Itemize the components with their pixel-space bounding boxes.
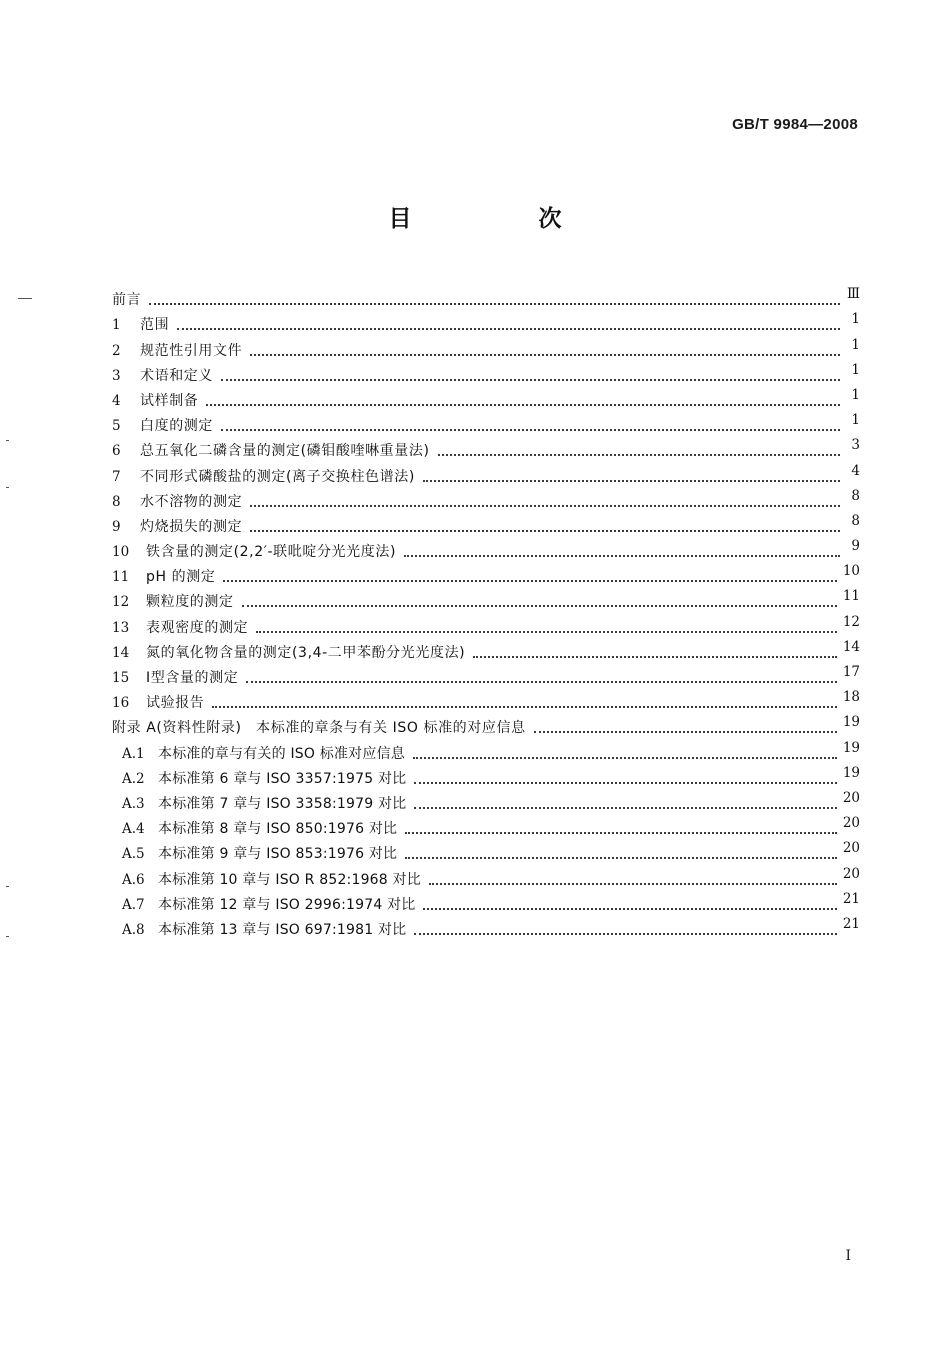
toc-entry-title: 本标准第 6 章与 ISO 3357:1975 对比 [158, 770, 407, 787]
toc-entry-page: 20 [842, 789, 860, 806]
toc-entry[interactable] [112, 410, 860, 435]
toc-entry[interactable] [112, 486, 860, 511]
toc-dot-leader [413, 757, 837, 759]
toc-entry-title: 本标准第 10 章与 ISO R 852:1968 对比 [158, 871, 421, 888]
toc-entry-number: 8 [112, 493, 121, 510]
toc-entry[interactable] [112, 460, 860, 485]
toc-dot-leader [423, 480, 840, 482]
toc-entry-page: 19 [842, 739, 860, 756]
page-number: I [845, 1248, 851, 1264]
toc-dot-leader [405, 832, 837, 834]
toc-entry[interactable] [112, 334, 860, 359]
toc-dot-leader [423, 908, 836, 910]
toc-entry-title: 总五氧化二磷含量的测定(磷钼酸喹啉重量法) [140, 443, 430, 460]
toc-entry-number: 3 [112, 367, 121, 384]
toc-dot-leader [405, 857, 837, 859]
toc-entry-page: 8 [851, 487, 860, 504]
toc-dot-leader [221, 429, 840, 431]
scan-mark [6, 487, 9, 488]
toc-dot-leader [246, 681, 836, 683]
toc-entry-title: 氮的氧化物含量的测定(3,4-二甲苯酚分光光度法) [146, 644, 466, 661]
toc-entry[interactable] [112, 712, 860, 737]
toc-entry-number: 9 [112, 518, 121, 535]
toc-entry-page: 20 [842, 865, 860, 882]
toc-entry-page: 10 [842, 563, 860, 580]
toc-entry[interactable] [112, 889, 860, 914]
toc-entry-number: 11 [112, 569, 130, 586]
toc-entry-number: A.2 [122, 770, 145, 787]
toc-entry-page: 17 [842, 664, 860, 680]
toc-dot-leader [414, 782, 836, 784]
toc-entry[interactable] [112, 309, 860, 334]
toc-entry-title: 规范性引用文件 [140, 342, 243, 359]
toc-entry[interactable] [112, 813, 860, 838]
toc-entry[interactable] [112, 284, 860, 309]
toc-entry-title: 白度的测定 [140, 418, 213, 435]
toc-dot-leader [149, 303, 840, 305]
toc-entry-page: 12 [842, 613, 860, 630]
toc-entry[interactable] [112, 561, 860, 586]
toc-entry[interactable] [112, 385, 860, 410]
toc-entry-title: 表观密度的测定 [146, 619, 249, 636]
toc-entry-number: A.1 [122, 745, 145, 762]
toc-dot-leader [221, 379, 840, 381]
toc-entry-title: 颗粒度的测定 [146, 594, 234, 611]
toc-entry[interactable] [112, 360, 860, 385]
toc-dot-leader [250, 505, 840, 507]
page-title: 目 次 [388, 206, 614, 232]
toc-dot-leader [177, 328, 840, 330]
toc-entry-title: pH 的测定 [146, 569, 216, 586]
toc-entry[interactable] [112, 435, 860, 460]
toc-dot-leader [414, 933, 836, 935]
toc-entry-number: 16 [112, 695, 130, 712]
toc-entry-page: 19 [842, 764, 860, 781]
toc-entry-number: A.4 [122, 821, 145, 838]
toc-entry-page: 21 [842, 890, 860, 907]
toc-entry-number: A.8 [122, 921, 145, 938]
toc-entry-page: 1 [851, 311, 860, 328]
toc-entry-page: Ⅲ [846, 286, 860, 303]
toc-entry-title: 本标准第 8 章与 ISO 850:1976 对比 [158, 821, 398, 838]
toc-dot-leader [242, 605, 837, 607]
toc-entry-title: 试样制备 [140, 392, 199, 409]
scan-mark [18, 298, 32, 299]
toc-dot-leader [404, 555, 840, 557]
scan-mark [6, 886, 9, 887]
toc-entry-title: 本标准第 9 章与 ISO 853:1976 对比 [158, 846, 398, 863]
table-of-contents [112, 284, 860, 939]
toc-entry-page: 1 [851, 361, 860, 378]
toc-entry-title: 附录 A(资料性附录) 本标准的章条与有关 ISO 标准的对应信息 [112, 720, 526, 737]
toc-entry-title: 不同形式磷酸盐的测定(离子交换柱色谱法) [140, 468, 415, 485]
toc-entry-number: 12 [112, 594, 130, 611]
toc-entry-title: 术语和定义 [140, 367, 213, 384]
toc-entry-number: 15 [112, 670, 130, 686]
toc-entry[interactable] [112, 536, 860, 561]
toc-entry[interactable] [112, 737, 860, 762]
toc-dot-leader [473, 656, 837, 658]
toc-dot-leader [250, 530, 840, 532]
toc-entry[interactable] [112, 511, 860, 536]
toc-entry-title: 灼烧损失的测定 [140, 518, 243, 535]
toc-entry-number: A.3 [122, 795, 145, 812]
toc-entry[interactable] [112, 838, 860, 863]
toc-entry-page: 3 [851, 437, 860, 454]
toc-entry[interactable] [112, 687, 860, 712]
toc-entry[interactable] [112, 611, 860, 636]
toc-dot-leader [250, 354, 840, 356]
toc-entry[interactable] [112, 586, 860, 611]
toc-entry-title: Ⅰ型含量的测定 [146, 670, 239, 686]
toc-entry[interactable] [112, 863, 860, 888]
toc-dot-leader [414, 807, 836, 809]
toc-entry-title: 水不溶物的测定 [140, 493, 243, 510]
toc-entry[interactable] [112, 662, 860, 687]
toc-entry-title: 本标准第 12 章与 ISO 2996:1974 对比 [158, 896, 416, 913]
toc-entry-page: 20 [842, 840, 860, 857]
toc-entry-number: 13 [112, 619, 130, 636]
toc-entry-page: 1 [851, 386, 860, 403]
toc-entry-page: 8 [851, 512, 860, 529]
toc-entry-number: A.7 [122, 896, 145, 913]
scan-mark [6, 936, 9, 937]
toc-entry-page: 4 [851, 462, 860, 479]
toc-entry-page: 9 [851, 538, 860, 555]
toc-entry-page: 20 [842, 815, 860, 832]
toc-entry-page: 21 [842, 915, 860, 932]
toc-entry-title: 本标准的章与有关的 ISO 标准对应信息 [158, 745, 405, 762]
toc-entry-title: 前言 [112, 292, 142, 309]
toc-entry-title: 本标准第 13 章与 ISO 697:1981 对比 [158, 921, 407, 938]
toc-entry-page: 19 [842, 714, 860, 731]
toc-entry-number: 1 [112, 317, 121, 334]
toc-entry[interactable] [112, 788, 860, 813]
toc-entry-page: 11 [842, 588, 860, 605]
toc-entry[interactable] [112, 763, 860, 788]
toc-dot-leader [256, 631, 837, 633]
toc-entry-number: 14 [112, 644, 130, 661]
toc-entry[interactable] [112, 914, 860, 939]
toc-entry-number: 10 [112, 544, 130, 561]
toc-dot-leader [206, 404, 840, 406]
toc-entry-page: 1 [851, 412, 860, 429]
toc-entry-page: 18 [842, 689, 860, 706]
toc-entry-number: 4 [112, 392, 121, 409]
toc-entry-title: 范围 [140, 317, 170, 334]
toc-entry-title: 铁含量的测定(2,2′-联吡啶分光光度法) [146, 544, 397, 561]
scan-mark [6, 440, 9, 441]
toc-entry-page: 14 [842, 638, 860, 655]
toc-entry-title: 本标准第 7 章与 ISO 3358:1979 对比 [158, 795, 407, 812]
toc-entry-number: 7 [112, 468, 121, 485]
toc-dot-leader [534, 731, 837, 733]
toc-entry-number: A.5 [122, 846, 145, 863]
toc-dot-leader [438, 454, 840, 456]
toc-entry-title: 试验报告 [146, 695, 205, 712]
toc-entry[interactable] [112, 637, 860, 662]
toc-entry-page: 1 [851, 336, 860, 353]
toc-entry-number: 5 [112, 418, 121, 435]
toc-entry-number: 2 [112, 342, 121, 359]
toc-dot-leader [223, 580, 836, 582]
toc-entry-number: 6 [112, 443, 121, 460]
toc-dot-leader [212, 706, 836, 708]
standard-code: GB/T 9984—2008 [732, 116, 858, 133]
toc-dot-leader [429, 883, 837, 885]
toc-entry-number: A.6 [122, 871, 145, 888]
